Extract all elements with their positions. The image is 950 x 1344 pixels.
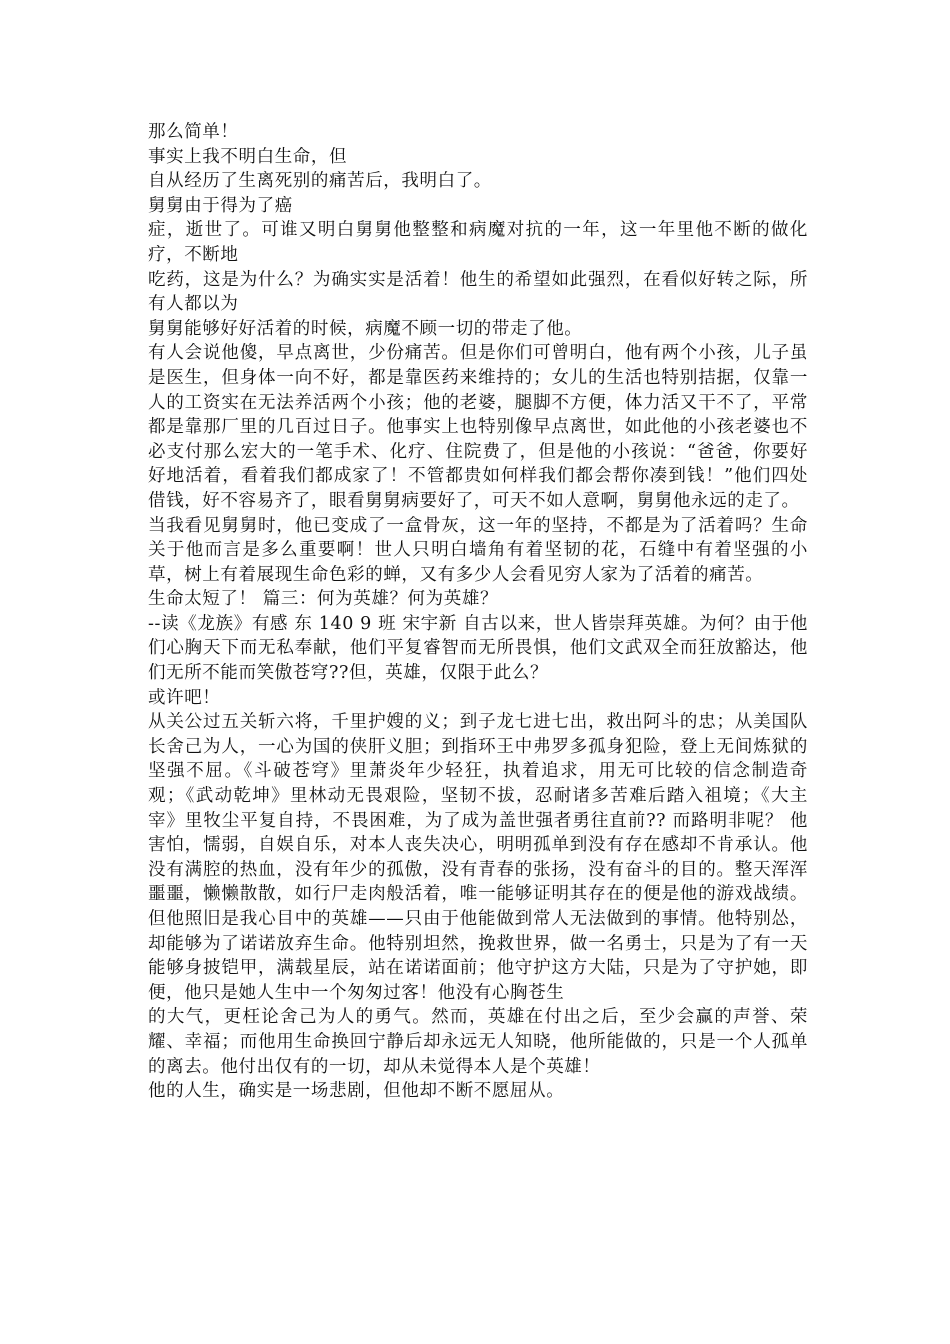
text-line: 舅舅能够好好活着的时候，病魔不顾一切的带走了他。: [148, 318, 583, 339]
section-heading: 生命太短了！ 篇三：何为英雄？何为英雄？: [148, 589, 499, 610]
text-line: 他的人生，确实是一场悲剧，但他却不断不愿屈从。: [148, 1081, 565, 1102]
text-line: 那么简单！: [148, 122, 239, 142]
paragraph: 从关公过五关斩六将，千里护嫂的义；到子龙七进七出，救出阿斗的忠；从美国队长舍己为人，一心为国的侠肝义胆；到指环王中弗罗多孤身犯险，登上无间炼狱的坚强不屈。《斗破苍穹》里萧炎年少轻狂，执着追求，用无可比较的信念制造奇观；《武动乾坤》里林动无畏艰险，坚韧不拔，忍耐诸多苦难后踏入祖境；《大主宰》里牧尘平复自持，不畏困难，为了成为盖世强者勇往直前?? 而路明非呢？ 他害怕，懦弱，自娱自乐，对本人丧失决心，明明孤单到没有存在感却不肯承认。他没有满腔的热血，没有年少的孤傲，没有青春的张扬，没有奋斗的目的。整天浑浑噩噩，懒懒散散，如行尸走肉般活着，唯一能够证明其存在的便是他的游戏战绩。但他照旧是我心目中的英雄——只由于他能做到常人无法做到的事情。他特别怂，却能够为了诺诺放弃生命。他特别坦然，挽救世界，做一名勇士，只是为了有一天能够身披铠甲，满载星辰，站在诺诺面前；他守护这方大陆，只是为了守护她，即便，他只是她人生中一个匆匆过客！他没有心胸苍生: [148, 712, 808, 1003]
text-line: 事实上我不明白生命，但: [148, 146, 348, 167]
paragraph: --读《龙族》有感 东 140 9 班 宋宇新 自古以来，世人皆崇拜英雄。为何？由于他们心胸天下而无私奉献，他们平复睿智而无所畏惧，他们文武双全而狂放豁达，他们无所不能而笑傲苍穹??但，英雄，仅限于此么？: [148, 613, 808, 684]
text-line: 舅舅由于得为了癌: [148, 195, 293, 216]
text-line: 或许吧！: [148, 687, 221, 708]
paragraph: 吃药，这是为什么？为确实实是活着！他生的希望如此强烈，在看似好转之际，所有人都以为: [148, 269, 808, 315]
paragraph: 有人会说他傻，早点离世，少份痛苦。但是你们可曾明白，他有两个小孩，儿子虽是医生，但身体一向不好，都是靠医药来维持的；女儿的生活也特别拮据，仅靠一人的工资实在无法养活两个小孩；他的老婆，腿脚不方便，体力活又干不了，平常都是靠那厂里的几百过日子。他事实上也特别像早点离世，如此他的小孩老婆也不必支付那么宏大的一笔手术、化疗、住院费了，但是他的小孩说：“爸爸，你要好好地活着，看着我们都成家了！不管都贵如何样我们都会帮你凑到钱！”他们四处借钱，好不容易齐了，眼看舅舅病要好了，可天不如人意啊，舅舅他永远的走了。: [148, 343, 808, 511]
text-line: 自从经历了生离死别的痛苦后，我明白了。: [148, 171, 492, 192]
paragraph: 的大气，更枉论舍己为人的勇气。然而，英雄在付出之后，至少会赢的声誉、荣耀、幸福；而他用生命换回宁静后却永远无人知晓，他所能做的，只是一个人孤单的离去。他付出仅有的一切，却从未觉得本人是个英雄！: [148, 1007, 808, 1077]
paragraph: 当我看见舅舅时，他已变成了一盒骨灰，这一年的坚持，不都是为了活着吗？生命关于他而言是多么重要啊！世人只明白墙角有着坚韧的花，石缝中有着坚强的小草，树上有着展现生命色彩的蝉，又有多少人会看见穷人家为了活着的痛苦。: [148, 515, 808, 585]
paragraph: 症，逝世了。可谁又明白舅舅他整整和病魔对抗的一年，这一年里他不断的做化疗，不断地: [148, 220, 808, 265]
document-page: [148, 120, 808, 1104]
